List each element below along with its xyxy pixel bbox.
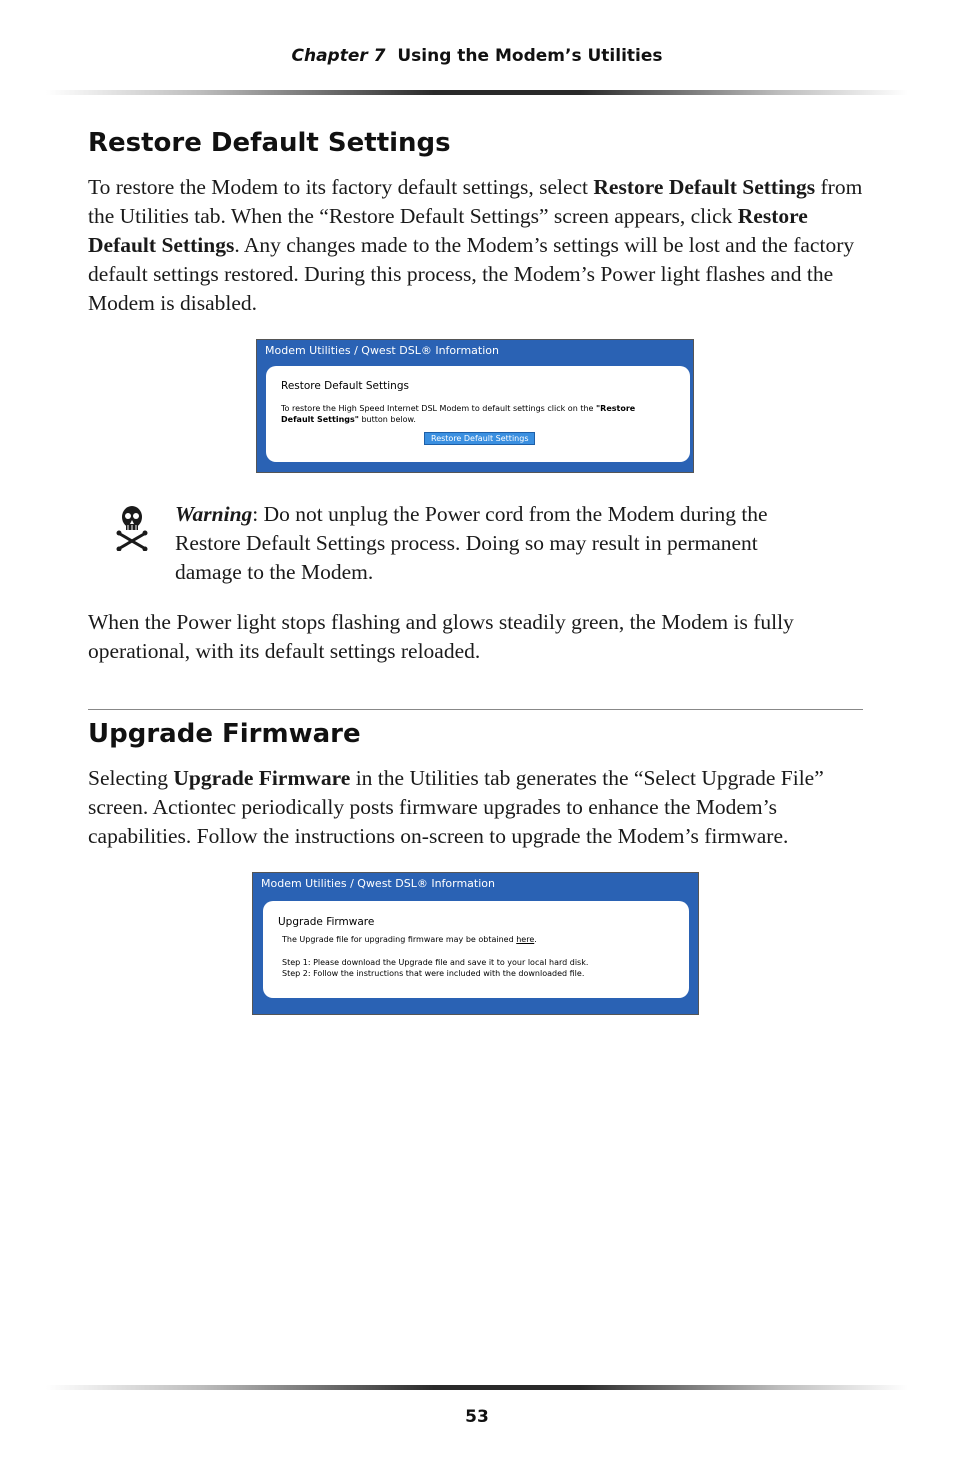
restore-screenshot — [256, 339, 694, 473]
page-number: 53 — [465, 1407, 489, 1427]
upgrade-step-1: Step 1: Please download the Upgrade file and save it to your local hard disk. — [282, 958, 589, 967]
restore-paragraph — [88, 173, 868, 318]
upgrade-line1-text: The Upgrade file for upgrading firmware may be obtained — [282, 935, 517, 944]
restore-panel-text-a: To restore the High Speed Internet DSL Modem to default settings click on the — [281, 404, 596, 413]
upgrade-paragraph — [88, 764, 868, 851]
upgrade-screenshot-titlebar: Modem Utilities / Qwest DSL® Information — [261, 877, 495, 890]
restore-bold-1: Restore Default Settings — [593, 175, 816, 199]
running-header — [0, 46, 954, 66]
header-rule — [46, 90, 908, 95]
upgrade-panel-line1 — [282, 934, 682, 945]
warning-label: Warning — [175, 502, 253, 526]
restore-panel-title: Restore Default Settings — [281, 380, 409, 392]
upgrade-here-link[interactable]: here — [516, 935, 535, 944]
upgrade-screenshot-panel — [263, 901, 689, 998]
restore-text-3: . Any changes made to the Modem’s settings will be lost and the factory default settings restored. During this process, the Modem’s Power light flashes and the Modem is disabled. — [88, 233, 855, 315]
chapter-title: Using the Modem’s Utilities — [397, 46, 663, 66]
upgrade-text-1: Selecting — [88, 766, 174, 790]
chapter-label: Chapter 7 — [291, 46, 386, 66]
warning-note — [175, 500, 785, 587]
restore-text-2: from the Utilities tab. When the “Restore Default Settings” screen appears, click — [88, 175, 863, 228]
warning-text: : Do not unplug the Power cord from the Modem during the Restore Default Settings process. Doing so may result in permanent damage to the Modem. — [175, 502, 768, 584]
upgrade-line1-end: . — [534, 935, 537, 944]
restore-default-settings-button[interactable]: Restore Default Settings — [424, 432, 535, 445]
restore-screenshot-titlebar: Modem Utilities / Qwest DSL® Information — [265, 344, 499, 357]
restore-panel-text-c: button below. — [358, 415, 416, 424]
upgrade-screenshot — [252, 872, 699, 1015]
section-heading-upgrade: Upgrade Firmware — [88, 719, 361, 749]
restore-paragraph-2: When the Power light stops flashing and glows steadily green, the Modem is fully operational, with its default settings reloaded. — [88, 610, 794, 663]
upgrade-bold-1: Upgrade Firmware — [173, 766, 351, 790]
footer-rule — [46, 1385, 908, 1390]
upgrade-panel-title: Upgrade Firmware — [278, 916, 375, 928]
skull-crossbones-icon — [112, 503, 152, 551]
upgrade-step-2: Step 2: Follow the instructions that were included with the downloaded file. — [282, 969, 585, 978]
section-heading-restore: Restore Default Settings — [88, 128, 451, 158]
section-divider — [88, 709, 863, 710]
restore-bold-2: Restore Default Settings — [88, 204, 808, 257]
upgrade-text-2: in the Utilities tab generates the “Select Upgrade File” screen. Actiontec periodically posts firmware upgrades to enhance the Modem’s capabilities. Follow the instructions on-screen to upgrade the Modem’s firmware. — [88, 766, 824, 848]
restore-screenshot-panel — [266, 366, 690, 462]
restore-text-1: To restore the Modem to its factory default settings, select — [88, 175, 594, 199]
restore-panel-text — [281, 403, 661, 425]
restore-panel-text-bold: "Restore Default Settings" — [281, 404, 636, 424]
